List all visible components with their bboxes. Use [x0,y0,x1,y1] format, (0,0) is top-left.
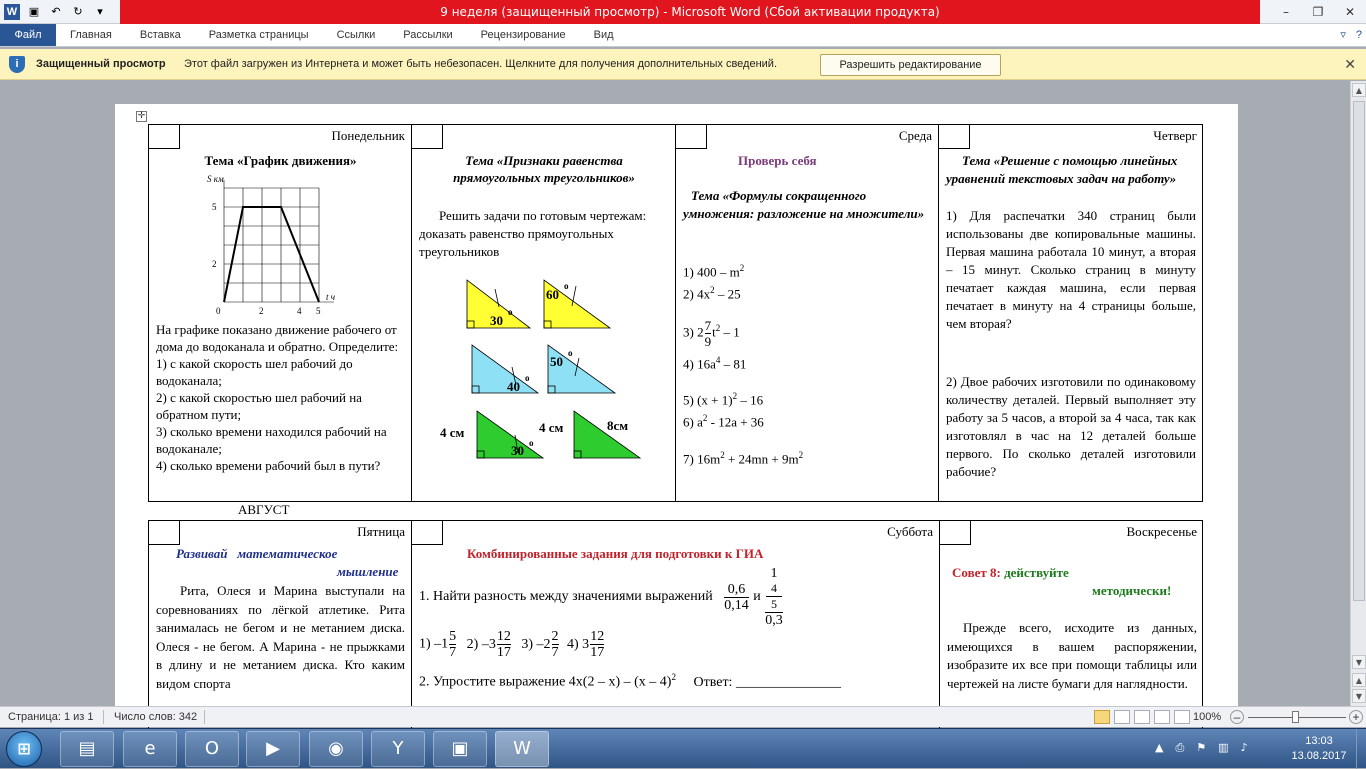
day-label-thursday: Четверг [1153,128,1197,143]
undo-icon[interactable]: ↶ [51,5,61,18]
graph-xtick: 4 [297,306,302,316]
help-icon[interactable]: ? [1355,29,1362,41]
saturday-question-1: 1. Найти разность между значениями выражений $\frac{0,6}{0,14}$ и 1 4 5 0,3 [419,566,783,628]
tuesday-topic: Тема «Признаки равенства прямоугольных треугольников» [453,153,635,185]
wednesday-cell [676,125,939,501]
monday-topic: Тема «График движения» [204,153,357,168]
svg-text:o: o [529,438,534,448]
clock-date: 13.08.2017 [1291,750,1347,762]
thursday-problem-1: 1) Для распечатки 340 страниц были использованы две копировальные машины. Первая машина работала 10 минут, а вторая – 15 минут. Сколько страниц в минуту печатает каждая машина, если первая печатает в минуту на 4 страницы больше, чем вторая? [946,208,1196,331]
wednesday-items [683,259,933,468]
show-hidden-icons-icon[interactable]: ▲ [1155,741,1164,754]
table-move-handle-icon[interactable]: ✛ [137,111,146,121]
angle-label: 50 [550,354,563,369]
tab-review[interactable]: Рецензирование [480,29,566,41]
side-label: 8см [607,418,629,433]
svg-text:o: o [568,348,573,358]
svg-text:o: o [525,373,530,383]
vertical-scrollbar[interactable] [1350,81,1366,706]
day-label-wednesday: Среда [898,128,932,143]
side-label: 4 см [440,425,465,440]
triangle-green-1 [477,411,543,458]
formula-item: 7) $16m^2 + 24mn + 9m^2$ [683,449,804,466]
page-count[interactable]: Страница: 1 из 1 [8,711,94,723]
monday-text: На графике показано движение рабочего от дома до водоканала и обратно. Определите: 1) с какой скорость шел рабочий до водоканала; 2) с какой скоростью шел рабочий на обратном пути; 3) сколько времени находился рабочий на водоканале; 4) сколько времени рабочий был в пути? [156,322,399,473]
maximize-icon[interactable]: ❐ [1312,5,1324,19]
graph-xtick: 5 [316,306,321,316]
sunday-tip-2: методически! [1092,583,1172,598]
month-label: АВГУСТ [238,502,290,517]
graph-xtick: 0 [216,306,221,316]
triangle-cyan-1 [472,345,538,393]
thursday-cell [939,125,1203,501]
document-workspace [0,81,1350,706]
system-tray [1155,741,1248,755]
monday-cell [149,125,412,501]
angle-label: 30 [511,443,524,458]
tab-home[interactable]: Главная [70,29,112,41]
clock[interactable] [1285,734,1353,764]
graph-ytick: 5 [212,202,217,212]
formula-item: 1) $400 - m^2$ [683,263,745,280]
minimize-ribbon-icon[interactable]: ▿ [1340,29,1346,41]
friday-topic-2: мышление [337,564,399,579]
ribbon-tabs [0,24,1366,47]
sunday-text: Прежде всего, исходите из данных, имеющихся в вашем распоряжении, изобразите их все при помощи таблицы или чертежей на листе бумаги для наглядности. [947,620,1197,691]
day-label-monday: Понедельник [331,128,405,143]
graph-xtick: 2 [259,306,264,316]
media-player-icon[interactable]: ▶ [246,731,300,767]
scroll-thumb[interactable] [1353,101,1365,601]
tab-references[interactable]: Ссылки [336,29,376,41]
internet-explorer-icon[interactable]: e [123,731,177,767]
taskbar [0,728,1366,768]
friday-puzzle: Рита, Олеся и Марина выступали на соревнованиях по лёгкой атлетике. Рита занималась не бегом и не метанием диска. Олеся - не бегом. А Марина - не прыжками в длину и не метанием диска. Кто каким видом спорта [156,583,405,691]
printer-icon[interactable]: ⎙ [1175,741,1185,754]
show-desktop-button[interactable] [1356,729,1366,769]
day-label-saturday: Суббота [887,524,933,539]
tab-insert[interactable]: Вставка [139,29,181,41]
triangle-drawings [412,275,676,475]
clock-time: 13:03 [1305,735,1333,747]
draft-icon[interactable] [1174,710,1190,724]
motion-path [224,207,319,302]
quick-access-toolbar [0,2,108,22]
zoom-out-icon[interactable]: – [1230,710,1244,724]
presentation-app-icon[interactable]: ▣ [433,731,487,767]
chrome-icon[interactable]: ◉ [309,731,363,767]
word-taskbar-icon[interactable]: W [495,731,549,767]
window-title: 9 неделя (защищенный просмотр) - Microsoft Word (Сбой активации продукта) [120,0,1260,24]
angle-label: 30 [490,313,503,328]
flag-icon[interactable]: ⚑ [1196,741,1207,754]
thursday-problem-2: 2) Двое рабочих изготовили по одинаковому количеству деталей. Первый выполняет эту работу за 5 часов, а второй за 4 часа, так как изготовлял в час на 12 деталей больше первого. По сколько деталей изготовили рабочие? [946,374,1196,479]
outline-icon[interactable] [1154,710,1170,724]
minimize-icon[interactable]: – [1283,5,1289,19]
word-app-icon[interactable]: W [4,4,20,20]
status-bar [0,706,1366,727]
network-icon[interactable]: ▥ [1218,741,1229,754]
wednesday-topic: Тема «Формулы сокращенного умножения: разложение на множители» [683,188,925,221]
triangle-cyan-2 [548,345,615,393]
zoom-level[interactable]: 100% [1193,711,1222,723]
saturday-answer-options: 1) –1 $\frac{5}{7}$ 2) –3 $\frac{12}{17}$ 3) –2 $\frac{2}{7}$ 4) 3 $\frac{12}{17}$ [419,629,605,660]
svg-text:o: o [564,281,569,291]
protected-view-title: Защищенный просмотр [36,58,166,70]
tab-page-layout[interactable]: Разметка страницы [208,29,309,41]
day-label-sunday: Воскресенье [1126,524,1197,539]
window-controls [1270,0,1366,24]
angle-label: 60 [546,287,559,302]
print-layout-icon[interactable] [1094,710,1110,724]
customize-qat-icon[interactable]: ▾ [97,5,103,18]
check-yourself-heading: Проверь себя [738,153,817,168]
enable-editing-button[interactable]: Разрешить редактирование [820,54,1001,76]
tab-view[interactable]: Вид [593,29,614,41]
save-icon[interactable]: ▣ [28,5,40,18]
formula-item: 6) $a^2 - 12a + 36$ [683,413,764,430]
word-count[interactable]: Число слов: 342 [114,711,198,723]
web-layout-icon[interactable] [1134,710,1150,724]
explorer-icon[interactable]: ▤ [60,731,114,767]
scroll-up-icon[interactable]: ▲ [1352,83,1366,97]
formula-item: 5) $(x + 1)^2 - 16$ [683,390,764,408]
formula-item: 2) $4x^2 - 25$ [683,285,741,302]
shield-icon: i [9,56,25,73]
close-icon[interactable]: ✕ [1344,56,1356,72]
tab-file[interactable]: Файл [0,24,56,46]
next-page-icon[interactable]: ▼ [1352,689,1366,703]
zoom-in-icon[interactable]: + [1349,710,1363,724]
title-bar [0,0,1366,24]
volume-icon[interactable]: ♪ [1240,741,1248,754]
friday-topic: Развивай математическое [176,546,338,561]
close-icon[interactable]: ✕ [1344,5,1356,19]
tuesday-text: Решить задачи по готовым чертежам: доказать равенство прямоугольных треугольников [419,208,647,259]
day-label-friday: Пятница [357,524,405,539]
week1-table [148,124,1203,502]
opera-icon[interactable]: O [185,731,239,767]
tab-mailings[interactable]: Рассылки [403,29,453,41]
angle-label: 40 [507,379,520,394]
tuesday-cell [412,125,676,501]
saturday-question-2: 2. Упростите выражение 4x(2 – x) – (x – 4)$^2$ Ответ: _______________ [419,672,841,690]
side-label: 4 см [539,420,564,435]
yandex-browser-icon[interactable]: Y [371,731,425,767]
view-buttons [1094,710,1190,724]
protected-view-message[interactable]: Этот файл загружен из Интернета и может быть небезопасен. Щелкните для получения дополнительных сведений. [184,58,777,70]
redo-icon[interactable]: ↻ [73,5,83,18]
start-button[interactable]: ⊞ [6,731,42,767]
graph-xlabel: t ч [326,292,336,302]
previous-page-icon[interactable]: ▲ [1352,673,1366,687]
formula-item: 4) $16a^4 - 81$ [683,354,747,371]
thursday-topic: Тема «Решение с помощью линейных уравнений текстовых задач на работу» [946,153,1178,186]
full-screen-reading-icon[interactable] [1114,710,1130,724]
saturday-title: Комбинированные задания для подготовки к ГИА [467,546,764,561]
svg-text:o: o [508,307,513,317]
scroll-down-icon[interactable]: ▼ [1352,655,1366,669]
zoom-slider-thumb[interactable] [1292,711,1299,723]
formula-item: 3) 2 $\frac{7}{9}$ $t^2 - 1$ [683,317,740,349]
graph-ylabel: S км [207,174,224,184]
motion-graph [204,170,344,320]
protected-view-bar [0,49,1366,80]
sunday-tip: Совет 8: действуйте [952,565,1069,580]
graph-ytick: 2 [212,259,217,269]
document-page [115,104,1238,724]
